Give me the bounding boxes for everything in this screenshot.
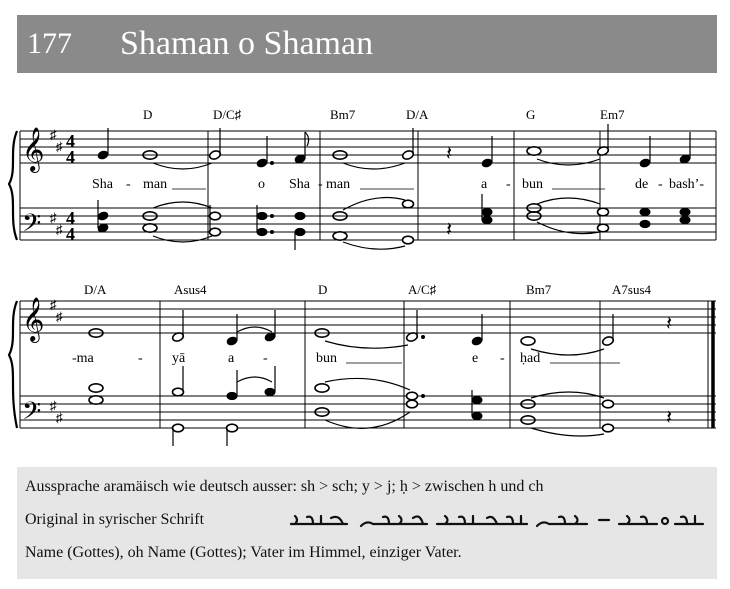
translation-note: Name (Gottes), oh Name (Gottes); Vater im Himmel, einziger Vater. [25, 544, 462, 561]
key-signature: ♯ [56, 222, 63, 237]
syriac-script-image [287, 508, 707, 530]
pronunciation-note: Aussprache aramäisch wie deutsch ausser: sh > sch; y > j; ḥ > zwischen h und ch [25, 478, 544, 495]
lyric: Sha [289, 177, 310, 192]
key-signature: ♯ [56, 139, 63, 154]
note [226, 336, 238, 346]
ties [153, 159, 600, 169]
lyric: Sha [92, 177, 113, 192]
lyric: -ma [72, 351, 94, 366]
key-signature: ♯ [50, 127, 57, 142]
note [527, 147, 541, 155]
key-signature: ♯ [50, 398, 57, 413]
key-signature: ♯ [50, 297, 57, 312]
lyric: - [126, 177, 131, 192]
note [639, 158, 651, 168]
bass-clef-icon: 𝄢 [22, 398, 42, 431]
lyric: ḥad [520, 351, 541, 366]
melody-notes [89, 310, 614, 346]
lyric: a [228, 351, 235, 366]
ties [237, 327, 604, 355]
quarter-rest-icon: 𝄽 [666, 313, 673, 335]
lyric: yā [172, 351, 186, 366]
system-brace [9, 301, 17, 428]
chord-symbol: A/C♯ [408, 282, 437, 297]
chord-symbol: D [318, 282, 328, 297]
barlines [20, 301, 713, 428]
time-sig-bottom: 4 [66, 224, 75, 244]
time-sig-top: 4 [66, 208, 75, 228]
system-1 [9, 107, 716, 250]
time-sig-bottom: 4 [66, 147, 75, 167]
chord-symbol: G [526, 107, 536, 122]
lyric: - [138, 351, 143, 366]
lyric: bun [316, 351, 337, 366]
treble-clef-icon: 𝄞 [22, 299, 45, 341]
lyric: o [258, 177, 265, 192]
lyric: - [263, 351, 268, 366]
footer-notes [17, 467, 717, 579]
chord-symbol: D/A [84, 282, 107, 297]
note [97, 150, 109, 160]
song-title: Shaman o Shaman [120, 25, 374, 62]
quarter-rest-icon: 𝄽 [666, 407, 673, 429]
note [481, 158, 493, 168]
key-signature: ♯ [56, 410, 63, 425]
quarter-rest-icon: 𝄽 [446, 143, 453, 165]
lyric: - [318, 177, 323, 192]
treble-staff [20, 301, 716, 333]
chord-symbol: D [143, 107, 153, 122]
treble-staff [20, 131, 716, 163]
lyric: - [506, 177, 511, 192]
lyric: a [481, 177, 488, 192]
lyric: de [635, 177, 649, 192]
lyric: bash’- [669, 177, 704, 192]
chord-symbol: D/C♯ [213, 107, 242, 122]
chord-symbol: A7sus4 [612, 282, 652, 297]
lyric: e [472, 351, 479, 366]
time-sig-top: 4 [66, 131, 75, 151]
chord-symbol: Asus4 [174, 282, 207, 297]
treble-clef-icon: 𝄞 [22, 129, 45, 171]
chord-symbol: Bm7 [526, 282, 552, 297]
system-2 [9, 282, 716, 446]
lyric: - [500, 351, 505, 366]
bass-clef-icon: 𝄢 [22, 210, 42, 243]
lyric: man [143, 177, 168, 192]
lyric: - [658, 177, 663, 192]
key-signature: ♯ [50, 210, 57, 225]
bass-staff [20, 208, 716, 240]
chord-symbol: D/A [406, 107, 429, 122]
bass-slurs [153, 198, 600, 250]
key-signature: ♯ [56, 309, 63, 324]
chord-symbol: Bm7 [330, 107, 356, 122]
quarter-rest-icon: 𝄽 [446, 219, 453, 241]
song-number: 177 [27, 27, 72, 60]
lyric: man [326, 177, 351, 192]
note [521, 337, 535, 345]
bass-slurs [237, 377, 604, 436]
note [256, 158, 268, 168]
original-script-label: Original in syrischer Schrift [25, 511, 205, 528]
chord-symbol: Em7 [600, 107, 625, 122]
system-brace [9, 131, 17, 240]
note [471, 336, 483, 346]
lyric: bun [522, 177, 543, 192]
